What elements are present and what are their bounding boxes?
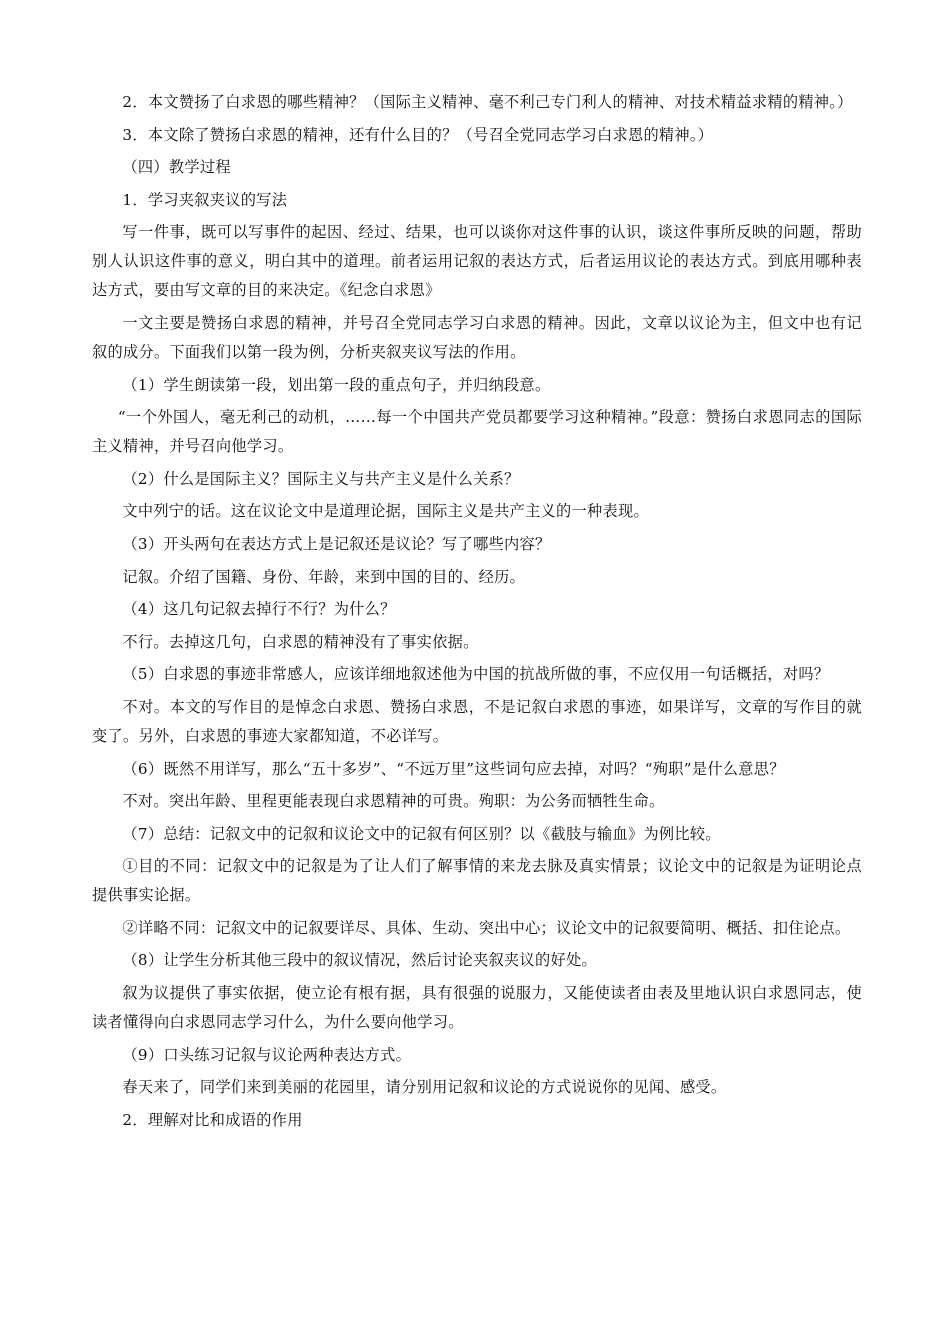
- step-2: （2）什么是国际主义？国际主义与共产主义是什么关系？: [122, 469, 520, 488]
- question-3: 3．本文除了赞扬白求恩的精神，还有什么目的？（号召全党同志学习白求恩的精神。）: [122, 125, 714, 144]
- step-9: （9）口头练习记叙与议论两种表达方式。: [122, 1045, 412, 1064]
- step-4: （4）这几句记叙去掉行不行？为什么？: [122, 600, 396, 619]
- paragraph-intro-cont: 一文主要是赞扬白求恩的精神，并号召全党同志学习白求恩的精神。因此，文章以议论为主，但文中也有记叙的成分。下面我们以第一段为例，分析夹叙夹议写法的作用。: [92, 313, 862, 361]
- question-2: 2．本文赞扬了白求恩的哪些精神？（国际主义精神、毫不利己专门利人的精神、对技术精益求精的精神。）: [122, 93, 853, 111]
- answer-2: 文中列宁的话。这在议论文中是道理论据，国际主义是共产主义的一种表现。: [122, 502, 649, 521]
- step-6: （6）既然不用详写，那么“五十多岁”、“不远万里”这些词句应去掉，对吗？“殉职”是什么意思？: [122, 759, 785, 778]
- answer-4: 不行。去掉这几句，白求恩的精神没有了事实依据。: [122, 632, 479, 651]
- quote-answer-1: “一个外国人，毫无利己的动机，……每一个中国共产党员都要学习这种精神。”段意：赞扬白求恩同志的国际主义精神，并号召向他学习。: [92, 408, 862, 456]
- step-3: （3）开头两句在表达方式上是记叙还是议论？写了哪些内容？: [122, 534, 551, 553]
- point-detail: ②详略不同：记叙文中的记叙要详尽、具体、生动、突出中心；议论文中的记叙要简明、概括、扣住论点。: [122, 918, 851, 937]
- step-8: （8）让学生分析其他三段中的叙议情况，然后讨论夹叙夹议的好处。: [122, 951, 597, 970]
- answer-6: 不对。突出年龄、里程更能表现白求恩精神的可贵。殉职：为公务而牺牲生命。: [122, 792, 665, 811]
- step-5: （5）白求恩的事迹非常感人，应该详细地叙述他为中国的抗战所做的事，不应仅用一句话概括，对吗？: [122, 665, 830, 684]
- section-heading-teaching-process: （四）教学过程: [122, 158, 231, 177]
- point-purpose: ①目的不同：记叙文中的记叙是为了让人们了解事情的来龙去脉及真实情景；议论文中的记叙是为证明论点提供事实论据。: [92, 857, 862, 905]
- subheading-2: 2．理解对比和成语的作用: [122, 1110, 303, 1129]
- answer-5: 不对。本文的写作目的是悼念白求恩、赞扬白求恩，不是记叙白求恩的事迹，如果详写，文章的写作目的就变了。另外，白求恩的事迹大家都知道，不必详写。: [92, 697, 862, 745]
- step-1: （1）学生朗读第一段，划出第一段的重点句子，并归纳段意。: [122, 375, 551, 394]
- step-7: （7）总结：记叙文中的记叙和议论文中的记叙有何区别？以《截肢与输血》为例比较。: [122, 824, 721, 843]
- subheading-1: 1．学习夹叙夹议的写法: [122, 190, 288, 209]
- answer-8: 叙为议提供了事实依据，使立论有根有据，具有很强的说服力，又能使读者由表及里地认识白求恩同志，使读者懂得向白求恩同志学习什么，为什么要向他学习。: [92, 984, 862, 1032]
- answer-3: 记叙。介绍了国籍、身份、年龄，来到中国的目的、经历。: [122, 567, 526, 586]
- document-page: [92, 88, 862, 1138]
- paragraph-intro: 写一件事，既可以写事件的起因、经过、结果，也可以谈你对这件事的认识，谈这件事所反映的问题，帮助别人认识这件事的意义，明白其中的道理。前者运用记叙的表达方式，后者运用议论的表达方式。到底用哪种表达方式，要由写文章的目的来决定。《纪念白求恩》: [92, 223, 862, 300]
- exercise-prompt: 春天来了，同学们来到美丽的花园里，请分别用记叙和议论的方式说说你的见闻、感受。: [122, 1078, 727, 1097]
